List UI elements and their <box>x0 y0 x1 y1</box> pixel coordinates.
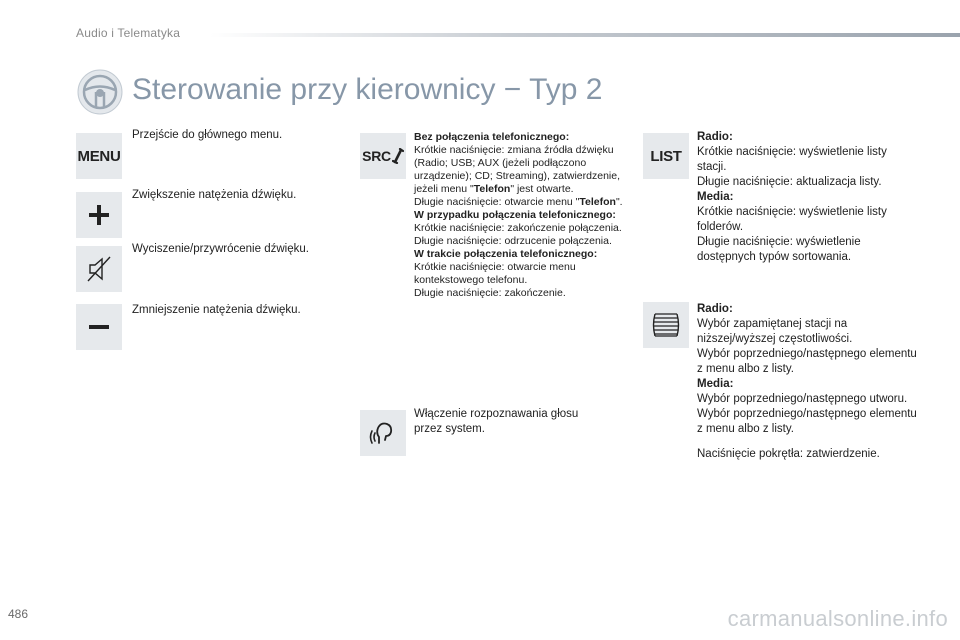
speaker-muted-icon <box>85 254 113 284</box>
src-button-icon <box>360 133 406 179</box>
list-media-short: Krótkie naciśnięcie: wyświetlenie listy folderów. <box>697 206 887 233</box>
src-short-press <box>414 144 629 196</box>
menu-button-icon <box>76 133 122 179</box>
volume-down-icon <box>76 304 122 350</box>
watermark: carmanualsonline.info <box>727 606 948 631</box>
src-heading-during: W trakcie połączenia telefonicznego: <box>414 248 598 260</box>
src-during-short: Krótkie naciśnięcie: otwarcie menu kontekstowego telefonu. <box>414 261 576 286</box>
volume-up-icon <box>76 192 122 238</box>
steering-wheel-icon <box>76 68 124 116</box>
menu-button-label: MENU <box>77 147 121 165</box>
list-radio-short: Krótkie naciśnięcie: wyświetlenie listy stacji. <box>697 146 887 173</box>
thumbwheel-icon <box>650 310 682 340</box>
volume-down-description: Zmniejszenie natężenia dźwięku. <box>132 304 301 316</box>
src-short-text: Krótkie naciśnięcie: zmiana źródła dźwięku (Radio; USB; AUX (jeżeli podłączono urządzenie); CD; Streaming), zatwierdzenie, jeżeli menu " <box>414 144 621 195</box>
wheel-heading-media: Media: <box>697 378 734 390</box>
voice-button-icon <box>360 410 406 456</box>
src-during-long: Długie naciśnięcie: zakończenie. <box>414 287 566 299</box>
menu-description: Przejście do głównego menu. <box>132 129 283 141</box>
volume-up-description: Zwiększenie natężenia dźwięku. <box>132 189 297 201</box>
list-media-long: Długie naciśnięcie: wyświetlenie dostępnych typów sortowania. <box>697 236 861 263</box>
mute-description: Wyciszenie/przywrócenie dźwięku. <box>132 243 309 255</box>
phone-handset-icon <box>392 148 404 164</box>
minus-icon <box>86 314 112 340</box>
list-button-label: LIST <box>650 147 682 165</box>
src-description <box>414 131 629 300</box>
list-radio-long: Długie naciśnięcie: aktualizacja listy. <box>697 176 882 188</box>
list-button-icon <box>643 133 689 179</box>
voice-description: Włączenie rozpoznawania głosu przez system. <box>414 408 579 435</box>
page-number: 486 <box>8 607 29 621</box>
list-heading-radio: Radio: <box>697 131 733 143</box>
wheel-radio-station: Wybór zapamiętanej stacji na niższej/wyższej częstotliwości. <box>697 318 853 345</box>
src-long-text: Długie naciśnięcie: otwarcie menu " <box>414 196 580 208</box>
wheel-radio-menu: Wybór poprzedniego/następnego elementu z menu albo z listy. <box>697 348 917 375</box>
src-heading-no-call: Bez połączenia telefonicznego: <box>414 131 570 143</box>
src-button-label: SRC <box>362 148 391 164</box>
section-header: Audio i Telematyka <box>76 26 181 40</box>
voice-recognition-icon <box>368 418 398 448</box>
plus-icon <box>86 202 112 228</box>
src-incoming-short: Krótkie naciśnięcie: zakończenie połączenia. <box>414 222 622 234</box>
mute-icon <box>76 246 122 292</box>
src-long-end: ". <box>615 196 623 208</box>
list-heading-media: Media: <box>697 191 734 203</box>
wheel-description <box>697 302 922 462</box>
page-title: Sterowanie przy kierownicy − Typ 2 <box>132 73 603 106</box>
wheel-media-track: Wybór poprzedniego/następnego utworu. <box>697 393 908 405</box>
src-long-press <box>414 196 629 209</box>
src-long-telefon: Telefon <box>579 196 616 208</box>
list-description <box>697 130 917 265</box>
header-rule <box>210 33 960 37</box>
wheel-press-confirm: Naciśnięcie pokrętła: zatwierdzenie. <box>697 448 880 460</box>
src-incoming-long: Długie naciśnięcie: odrzucenie połączenia. <box>414 235 612 247</box>
wheel-media-menu: Wybór poprzedniego/następnego elementu z menu albo z listy. <box>697 408 917 435</box>
src-heading-incoming: W przypadku połączenia telefonicznego: <box>414 209 616 221</box>
scroll-wheel-icon <box>643 302 689 348</box>
src-short-end: " jest otwarte. <box>510 183 574 195</box>
wheel-heading-radio: Radio: <box>697 303 733 315</box>
src-short-telefon: Telefon <box>473 183 511 195</box>
